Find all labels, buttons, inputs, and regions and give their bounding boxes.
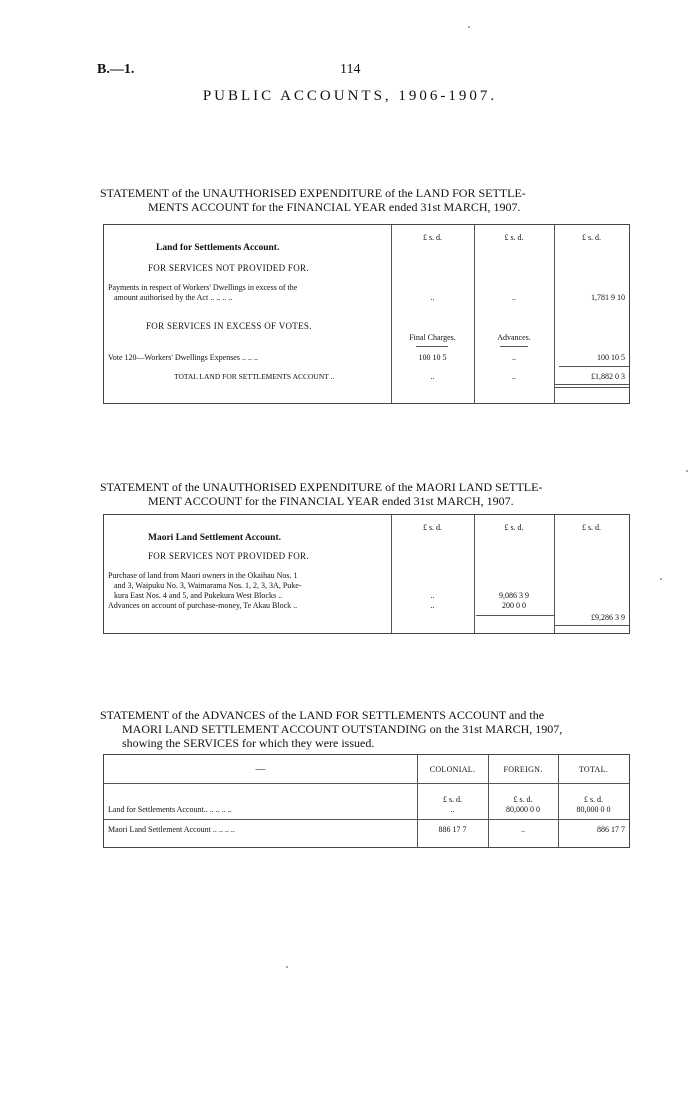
s1-advances-header: Advances.: [497, 333, 531, 342]
s1-item1-line2: amount authorised by the Act .. .. .. ..: [114, 293, 233, 302]
s2-item1-col2: 9,086 3 9: [499, 591, 529, 600]
s3-row2-colonial: 886 17 7: [438, 825, 467, 834]
statement3-table: [103, 754, 630, 848]
statement2-heading-line1: STATEMENT of the UNAUTHORISED EXPENDITURE of the MAORI LAND SETTLE-: [100, 480, 543, 494]
s3-row1-total: 80,000 0 0: [576, 805, 611, 814]
s1-item2-col2: ..: [512, 353, 516, 362]
s3-col-total: TOTAL.: [578, 765, 609, 774]
s3-total-unit: £ s. d.: [583, 795, 604, 804]
page-number: 114: [340, 62, 361, 77]
statement2-table: [103, 514, 630, 634]
s1-section-excess: FOR SERVICES IN EXCESS OF VOTES.: [146, 321, 312, 331]
s2-col3-unit: £ s. d.: [581, 523, 602, 532]
s3-foreign-unit: £ s. d.: [513, 795, 533, 804]
s2-item1-line1: Purchase of land from Maori owners in the Okaihau Nos. 1: [108, 571, 298, 580]
s2-item1-line3: kura East Nos. 4 and 5, and Pukekura West Blocks ..: [114, 591, 283, 600]
s1-item1-col2: ..: [512, 293, 516, 302]
statement1-heading: [100, 186, 632, 214]
s3-colonial-unit: £ s. d.: [442, 795, 463, 804]
s1-item2-label: Vote 120—Workers' Dwellings Expenses .. .. ..: [108, 353, 258, 362]
s3-col-foreign: FOREIGN.: [503, 765, 543, 774]
statement3-heading: [100, 708, 632, 750]
s1-total-col2: ..: [512, 372, 516, 381]
s2-item2-col2: 200 0 0: [502, 601, 526, 610]
s1-col1-unit: £ s. d.: [422, 233, 443, 242]
s1-total-label: TOTAL LAND FOR SETTLEMENTS ACCOUNT ..: [174, 372, 335, 381]
s2-account-title: Maori Land Settlement Account.: [148, 533, 281, 543]
page-reference: B.—1.: [97, 62, 135, 77]
statement1-table: [103, 224, 630, 404]
s1-col3-unit: £ s. d.: [581, 233, 602, 242]
print-speck: [468, 26, 470, 28]
statement1-heading-line2: MENTS ACCOUNT for the FINANCIAL YEAR ended 31st MARCH, 1907.: [148, 200, 521, 214]
s3-row2-foreign: ..: [521, 825, 525, 834]
s2-col1-unit: £ s. d.: [422, 523, 443, 532]
s1-item2-col1: 100 10 5: [418, 353, 447, 362]
s2-item1-col1: ..: [430, 591, 435, 600]
s1-item2-col3: 100 10 5: [597, 353, 625, 362]
s3-col-colonial: COLONIAL.: [429, 765, 476, 774]
s1-item1-line1: Payments in respect of Workers' Dwellings in excess of the: [108, 283, 298, 292]
s2-item2-label: Advances on account of purchase-money, Te Akau Block ..: [108, 601, 298, 610]
s1-total-col1: ..: [430, 372, 435, 381]
s3-row2-total: 886 17 7: [597, 825, 625, 834]
s3-row1-label: Land for Settlements Account.. .. .. .. ..: [108, 805, 232, 814]
s2-total-col3: £9,286 3 9: [591, 613, 625, 622]
s3-row2-label: Maori Land Settlement Account .. .. .. ..: [108, 825, 235, 834]
s1-section-not-provided: FOR SERVICES NOT PROVIDED FOR.: [148, 263, 309, 273]
s3-row1-foreign: 80,000 0 0: [506, 805, 540, 814]
print-speck: [286, 966, 288, 968]
s1-col2-unit: £ s. d.: [504, 233, 524, 242]
print-speck: [660, 578, 662, 580]
statement2-heading-line2: MENT ACCOUNT for the FINANCIAL YEAR ended 31st MARCH, 1907.: [148, 494, 514, 508]
statement1-heading-line1: STATEMENT of the UNAUTHORISED EXPENDITURE of the LAND FOR SETTLE-: [100, 186, 526, 200]
s1-item1-col3: 1,781 9 10: [591, 293, 625, 302]
s1-total-col3: £1,882 0 3: [591, 372, 625, 381]
statement3-heading-line3: showing the SERVICES for which they were issued.: [122, 736, 375, 750]
page-title: PUBLIC ACCOUNTS, 1906-1907.: [202, 88, 498, 104]
s1-account-title: Land for Settlements Account.: [156, 243, 280, 253]
statement3-heading-line1: STATEMENT of the ADVANCES of the LAND FOR SETTLEMENTS ACCOUNT and the: [100, 708, 545, 722]
statement3-heading-line2: MAORI LAND SETTLEMENT ACCOUNT OUTSTANDING on the 31st MARCH, 1907,: [122, 722, 563, 736]
s2-col2-unit: £ s. d.: [504, 523, 524, 532]
s1-item1-col1: ..: [430, 293, 435, 302]
s1-final-charges-header: Final Charges.: [409, 333, 456, 342]
print-speck: [686, 470, 688, 472]
s3-row1-colonial: ..: [450, 805, 455, 814]
s2-section-not-provided: FOR SERVICES NOT PROVIDED FOR.: [148, 551, 309, 561]
s2-item1-line2: and 3, Waipuku No. 3, Waimarama Nos. 1, 2, 3, 3A, Puke-: [114, 581, 302, 590]
s2-item2-col1: ..: [430, 601, 435, 610]
s3-header-dash: —: [255, 764, 266, 775]
statement2-heading: [100, 480, 632, 508]
